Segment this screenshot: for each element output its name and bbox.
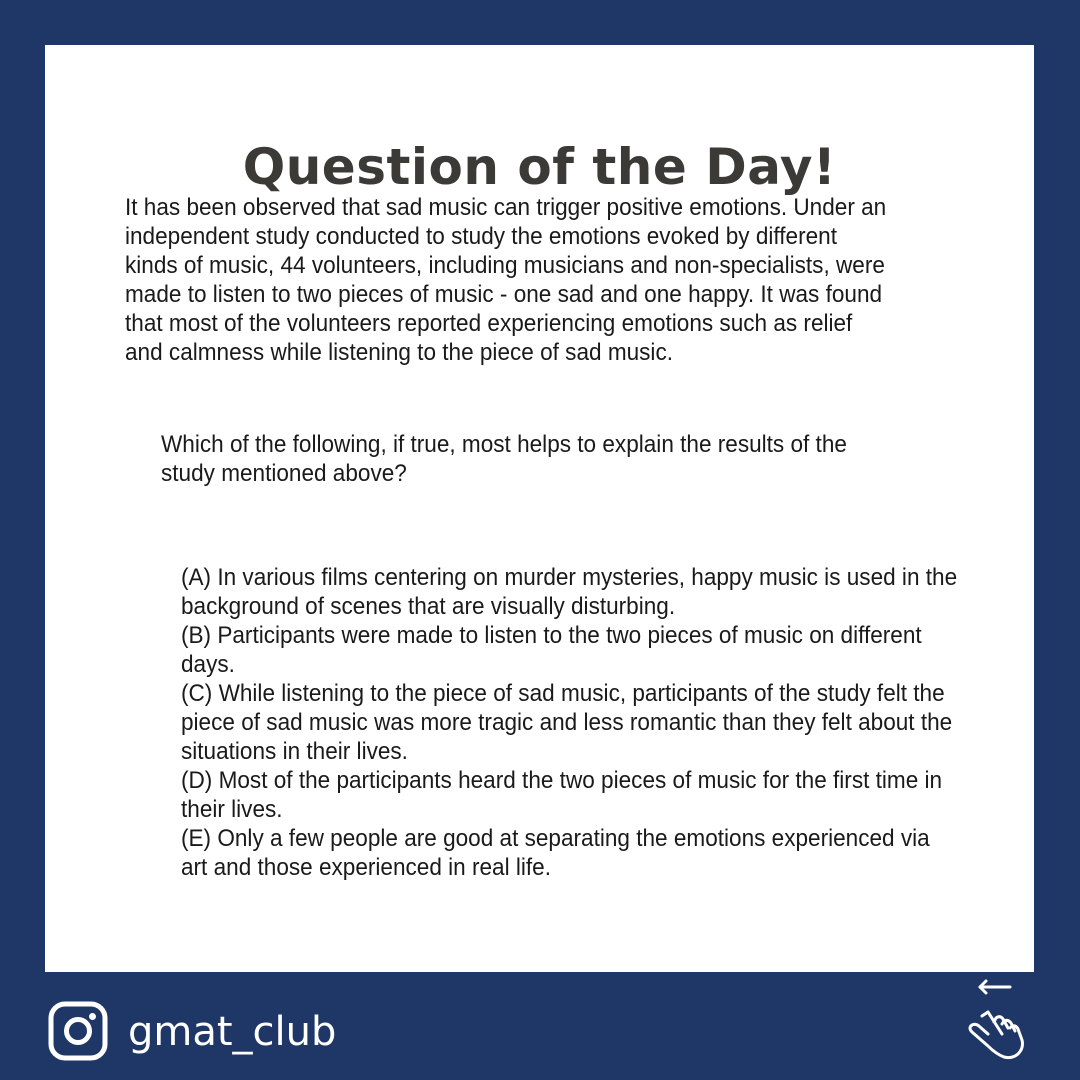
answer-option-c: (C) While listening to the piece of sad music, participants of the study felt the piece of sad music was more tragic and less romantic than they felt about the situations in their lives.: [181, 680, 953, 765]
question-card: [45, 45, 1034, 972]
instagram-icon[interactable]: [48, 1001, 108, 1061]
question-prompt: Which of the following, if true, most helps to explain the results of the study mentioned above?: [161, 431, 847, 487]
social-handle[interactable]: gmat_club: [128, 1009, 337, 1055]
swipe-left-hand-icon: [958, 978, 1034, 1062]
answer-options: [181, 563, 961, 882]
answer-option-e: (E) Only a few people are good at separating the emotions experienced via art and those experienced in real life.: [181, 825, 930, 881]
answer-option-d: (D) Most of the participants heard the two pieces of music for the first time in their lives.: [181, 767, 943, 823]
answer-option-b: (B) Participants were made to listen to the two pieces of music on different days.: [181, 622, 922, 678]
answer-option-a: (A) In various films centering on murder mysteries, happy music is used in the background of scenes that are visually disturbing.: [181, 564, 958, 620]
page-title: Question of the Day!: [242, 138, 837, 196]
question-passage: It has been observed that sad music can trigger positive emotions. Under an independent study conducted to study the emotions evoked by different kinds of music, 44 volunteers, including musicians and non-specialists, were made to listen to two pieces of music - one sad and one happy. It was found that most of the volunteers reported experiencing emotions such as relief and calmness while listening to the piece of sad music.: [125, 194, 887, 366]
